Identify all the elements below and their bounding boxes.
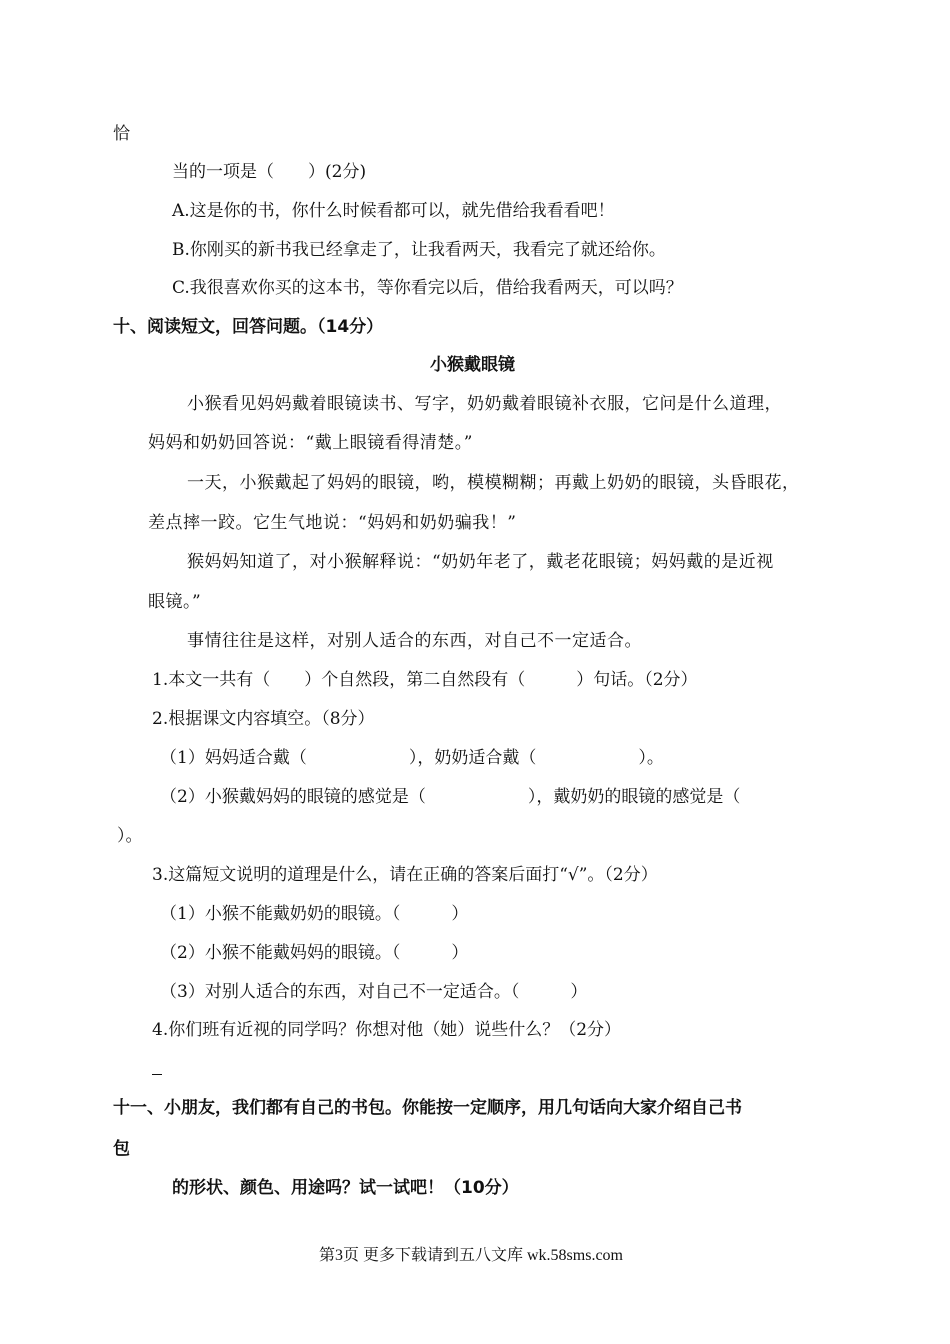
story-p3-line2: 眼镜。” [148,592,202,612]
q10-sub2-item2-end: ）。 [117,826,143,846]
story-p2-line2: 差点摔一跤。它生气地说：“妈妈和奶奶骗我！” [148,513,517,533]
q10-sub2: 2.根据课文内容填空。（8分） [152,709,375,729]
q10-sub2-item1: （1）妈妈适合戴（ ），奶奶适合戴（ ）。 [160,748,664,768]
q10-sub3-item3: （3）对别人适合的东西，对自己不一定适合。（ ） [160,982,588,1002]
q9-option-c: C.我很喜欢你买的这本书，等你看完以后，借给我看两天，可以吗？ [172,278,683,298]
q11-line2: 包 [113,1139,130,1159]
story-p1-line2: 妈妈和奶奶回答说：“戴上眼镜看得清楚。” [148,433,473,453]
q9-stem: 当的一项是（ ）(2分) [172,162,367,182]
q10-sub3: 3.这篇短文说明的道理是什么，请在正确的答案后面打“√”。（2分） [152,865,658,885]
story-p2-line1: 一天，小猴戴起了妈妈的眼镜，哟，模模糊糊；再戴上奶奶的眼镜，头昏眼花， [187,473,800,493]
q10-sub1: 1.本文一共有（ ）个自然段，第二自然段有（ ）句话。（2分） [152,670,698,690]
page-footer: 第3页 更多下载请到五八文库 wk.58sms.com [319,1247,624,1264]
q11-line1: 十一、小朋友，我们都有自己的书包。你能按一定顺序，用几句话向大家介绍自己书 [113,1098,742,1118]
q10-sub3-item1: （1）小猴不能戴奶奶的眼镜。（ ） [160,904,469,924]
q10-heading: 十、阅读短文，回答问题。（14分） [113,317,384,337]
q9-option-b: B.你刚买的新书我已经拿走了，让我看两天，我看完了就还给你。 [172,240,666,260]
q9-fragment: 恰 [113,124,130,144]
answer-line-mark [152,1074,162,1075]
q10-sub3-item2: （2）小猴不能戴妈妈的眼镜。（ ） [160,943,469,963]
q10-sub4: 4.你们班有近视的同学吗？你想对他（她）说些什么？（2分） [152,1020,622,1040]
q11-line3: 的形状、颜色、用途吗？试一试吧！（10分） [172,1178,519,1198]
q9-option-a: A.这是你的书，你什么时候看都可以，就先借给我看看吧！ [172,201,615,221]
q10-sub2-item2: （2）小猴戴妈妈的眼镜的感觉是（ ），戴奶奶的眼镜的感觉是（ [160,787,741,807]
story-p4: 事情往往是这样，对别人适合的东西，对自己不一定适合。 [187,631,642,651]
story-p1-line1: 小猴看见妈妈戴着眼镜读书、写字，奶奶戴着眼镜补衣服，它问是什么道理， [187,394,782,414]
story-title: 小猴戴眼镜 [430,355,515,375]
story-p3-line1: 猴妈妈知道了，对小猴解释说：“奶奶年老了，戴老花眼镜；妈妈戴的是近视 [187,552,774,572]
